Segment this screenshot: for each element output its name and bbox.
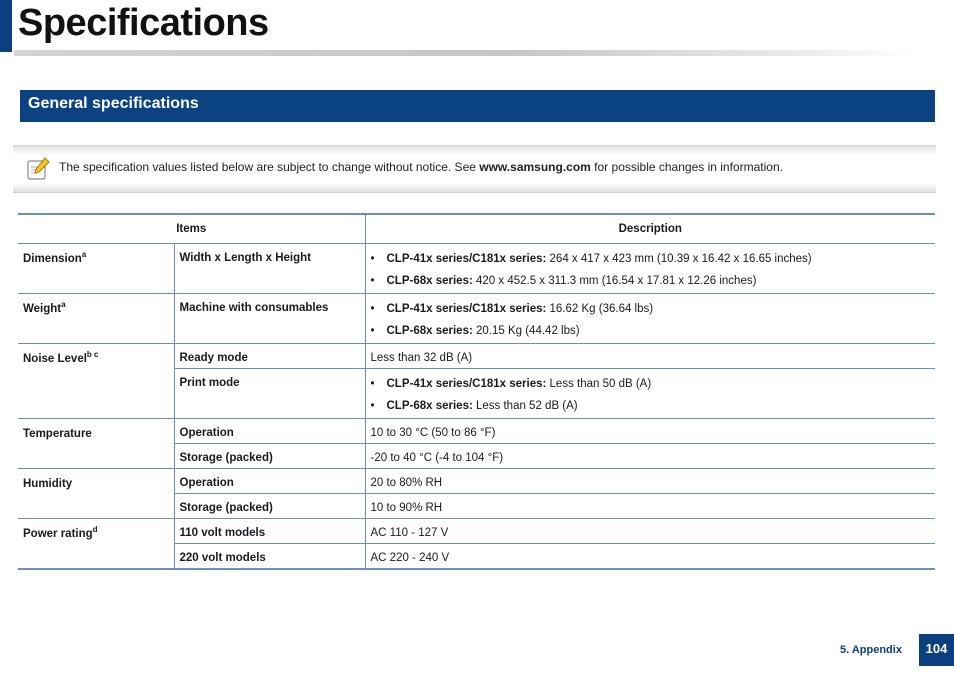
row-label-power (18, 518, 174, 569)
footnote-ref: b c (86, 349, 99, 359)
model-value: Less than 50 dB (A) (546, 377, 652, 390)
section-header-bar (20, 90, 935, 122)
noise-label: Noise Level (23, 352, 87, 365)
description-cell: 10 to 90% RH (365, 493, 935, 518)
note-text-before: The specification values listed below are subject to change without notice. See (59, 160, 480, 174)
item-cell: Operation (174, 468, 365, 493)
header-items: Items (18, 214, 365, 243)
row-label-humidity: Humidity (18, 468, 174, 518)
item-cell: Operation (174, 418, 365, 443)
item-cell: Machine with consumables (174, 293, 365, 343)
description-cell: AC 110 - 127 V (365, 518, 935, 543)
footnote-ref: d (92, 524, 98, 534)
list-item (371, 302, 931, 317)
table-row (18, 243, 935, 293)
dimension-label: Dimension (23, 252, 82, 265)
item-cell: Width x Length x Height (174, 243, 365, 293)
section-title: General specifications (28, 95, 199, 112)
list-item (371, 274, 931, 289)
model-label: CLP-68x series: (386, 274, 473, 287)
list-item (371, 399, 931, 414)
description-cell: -20 to 40 °C (-4 to 104 °F) (365, 443, 935, 468)
model-label: CLP-41x series/C181x series: (386, 302, 547, 315)
table-row (18, 418, 935, 443)
row-label-noise (18, 343, 174, 418)
table-row (18, 343, 935, 368)
footer-chapter: 5. Appendix (840, 644, 902, 656)
note-pencil-icon (25, 156, 51, 182)
header-description: Description (365, 214, 935, 243)
table-row (18, 293, 935, 343)
list-item (371, 377, 931, 392)
row-label-weight (18, 293, 174, 343)
samsung-link[interactable]: www.samsung.com (479, 160, 591, 174)
description-cell (365, 368, 935, 418)
model-value: 420 x 452.5 x 311.3 mm (16.54 x 17.81 x 12.26 inches) (472, 274, 757, 287)
title-divider (14, 50, 914, 56)
model-value: 20.15 Kg (44.42 lbs) (472, 324, 580, 337)
weight-label: Weight (23, 302, 62, 315)
description-cell: 20 to 80% RH (365, 468, 935, 493)
item-cell: Storage (packed) (174, 443, 365, 468)
item-cell: 110 volt models (174, 518, 365, 543)
note-box (13, 145, 936, 193)
page-title: Specifications (18, 2, 269, 44)
model-value: 264 x 417 x 423 mm (10.39 x 16.42 x 16.65 inches) (546, 252, 812, 265)
list-item (371, 324, 931, 339)
description-cell (365, 243, 935, 293)
description-cell: 10 to 30 °C (50 to 86 °F) (365, 418, 935, 443)
description-cell: AC 220 - 240 V (365, 543, 935, 569)
table-row (18, 468, 935, 493)
row-label-temperature: Temperature (18, 418, 174, 468)
model-label: CLP-41x series/C181x series: (386, 252, 547, 265)
description-cell: Less than 32 dB (A) (365, 343, 935, 368)
note-text-after: for possible changes in information. (590, 160, 783, 174)
item-cell: Ready mode (174, 343, 365, 368)
description-cell (365, 293, 935, 343)
footnote-ref: a (61, 299, 66, 309)
spec-table (18, 213, 935, 570)
model-value: 16.62 Kg (36.64 lbs) (546, 302, 654, 315)
model-label: CLP-68x series: (386, 399, 473, 412)
power-label: Power rating (23, 527, 93, 540)
table-row (18, 518, 935, 543)
item-cell: Print mode (174, 368, 365, 418)
list-item (371, 252, 931, 267)
item-cell: Storage (packed) (174, 493, 365, 518)
row-label-dimension (18, 243, 174, 293)
page-number: 104 (919, 634, 954, 666)
table-header-row (18, 214, 935, 243)
model-label: CLP-41x series/C181x series: (386, 377, 547, 390)
note-text (59, 160, 783, 174)
left-accent-bar (0, 0, 12, 52)
item-cell: 220 volt models (174, 543, 365, 569)
model-value: Less than 52 dB (A) (472, 399, 578, 412)
model-label: CLP-68x series: (386, 324, 473, 337)
footnote-ref: a (81, 249, 87, 259)
